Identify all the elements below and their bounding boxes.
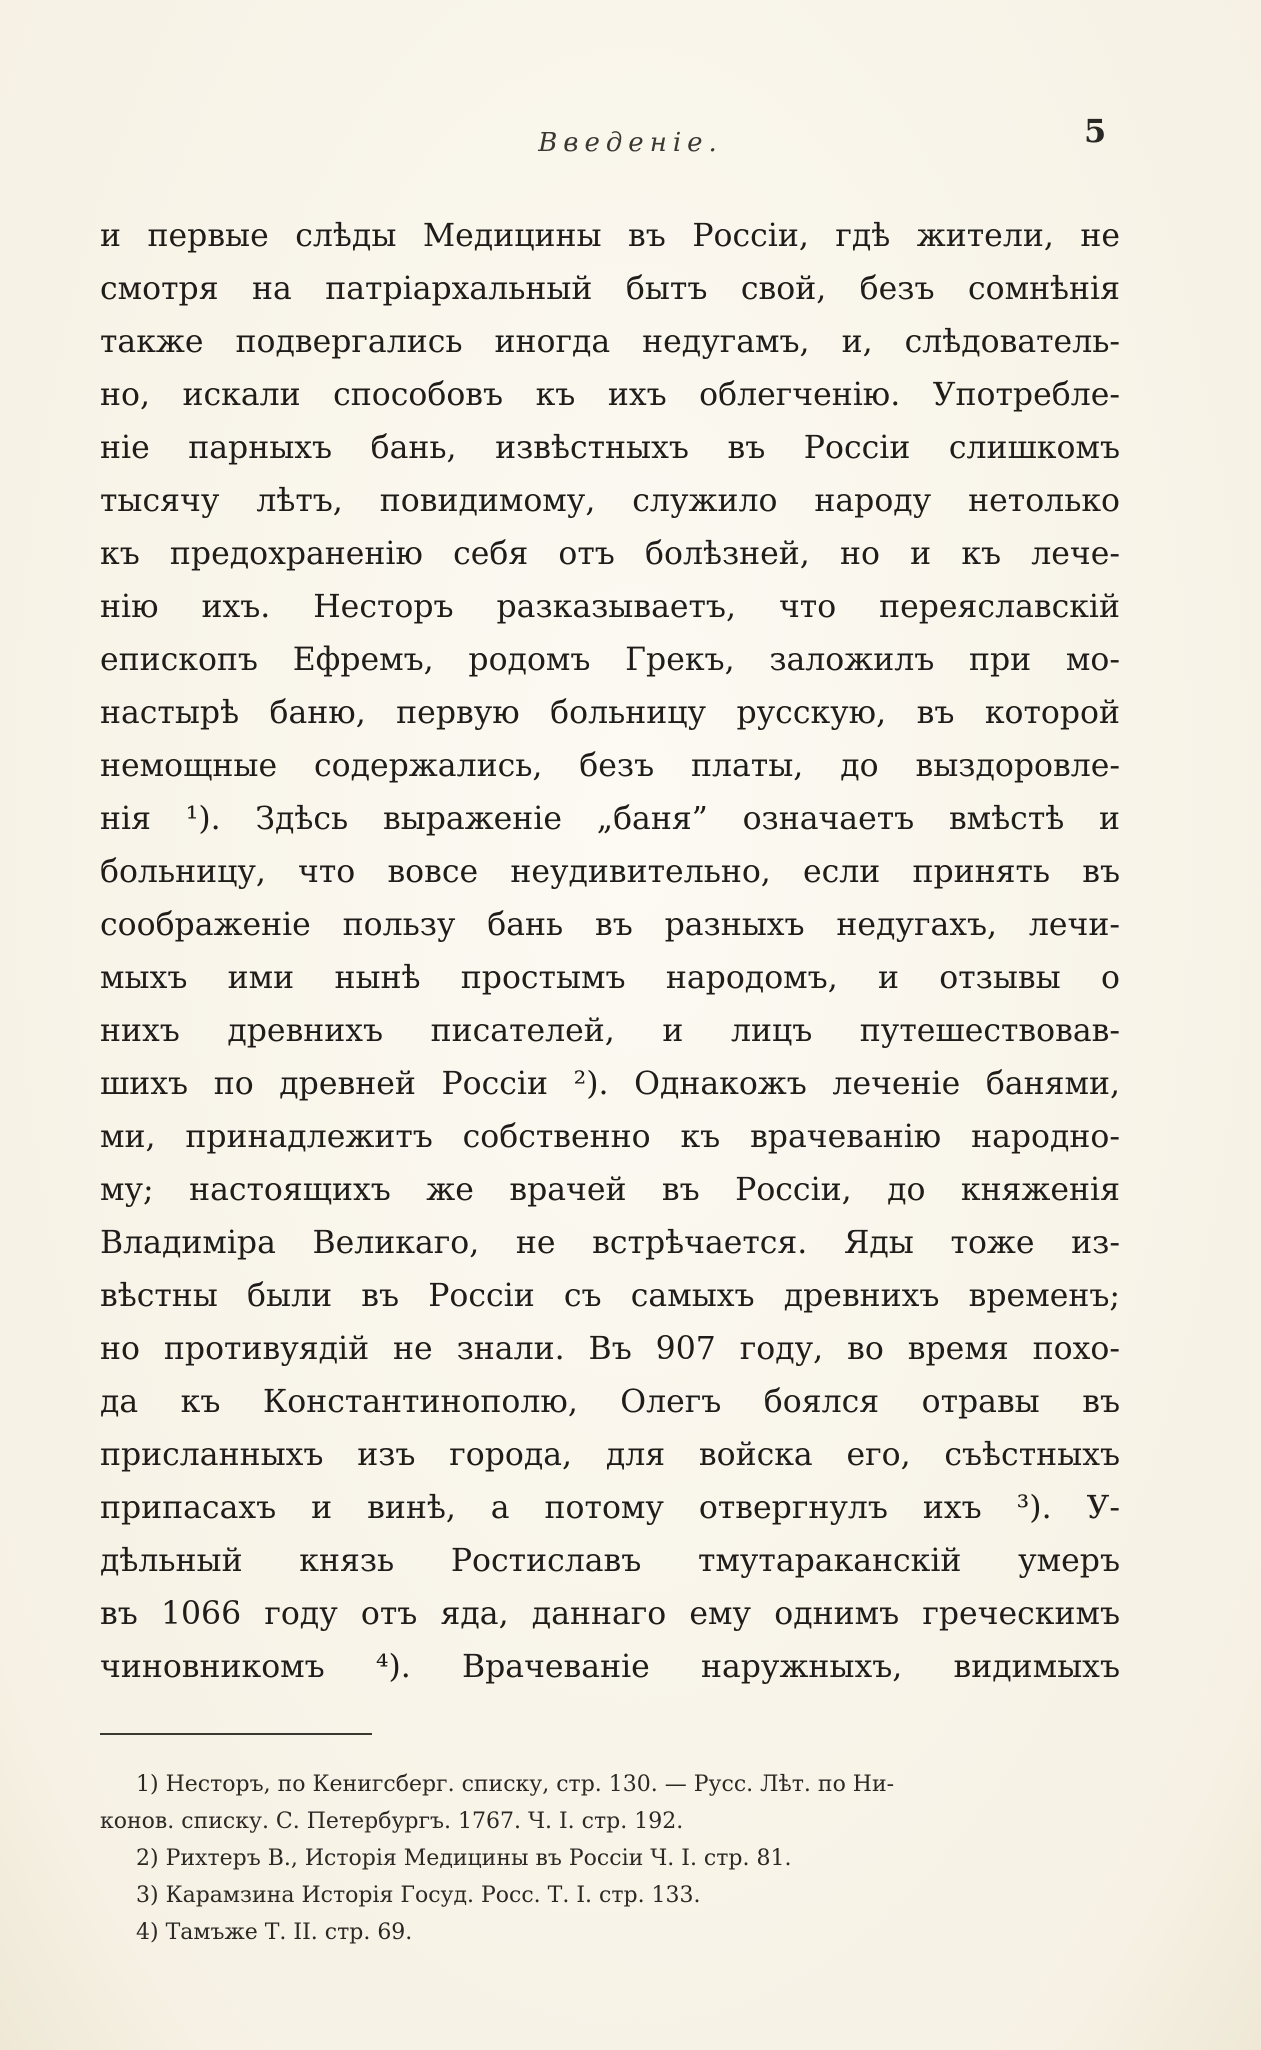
body-text	[100, 210, 1120, 1694]
body-line: мыхъ ими нынѣ простымъ народомъ, и отзывы о	[100, 960, 1120, 996]
footnote-line: 2) Рихтеръ В., Исторія Медицины въ Россіи Ч. I. стр. 81.	[136, 1846, 792, 1871]
footnote-line: конов. списку. С. Петербургъ. 1767. Ч. I. стр. 192.	[100, 1809, 684, 1834]
footnote-rule	[100, 1733, 372, 1735]
body-line: припасахъ и винѣ, а потому отвергнулъ ихъ ³). У-	[100, 1490, 1120, 1526]
footnote-line: 4) Тамъже Т. II. стр. 69.	[136, 1920, 413, 1945]
body-line: и первые слѣды Медицины въ Россіи, гдѣ жители, не	[100, 218, 1120, 254]
body-line: но противуядій не знали. Въ 907 году, во время похо-	[100, 1331, 1120, 1367]
body-line: смотря на патріархальный бытъ свой, безъ сомнѣнія	[100, 271, 1120, 307]
body-line: соображеніе пользу бань въ разныхъ недугахъ, лечи-	[100, 907, 1120, 943]
page-number: 5	[1084, 112, 1107, 150]
body-line: больницу, что вовсе неудивительно, если принять въ	[100, 854, 1120, 890]
body-line: въ 1066 году отъ яда, даннаго ему однимъ греческимъ	[100, 1596, 1120, 1632]
body-line: шихъ по древней Россіи ²). Однакожъ леченіе банями,	[100, 1066, 1120, 1102]
body-line: вѣстны были въ Россіи съ самыхъ древнихъ временъ;	[100, 1278, 1120, 1314]
body-line: немощные содержались, безъ платы, до выздоровле-	[100, 748, 1120, 784]
running-head: Введеніе.	[538, 128, 723, 158]
body-line: къ предохраненію себя отъ болѣзней, но и къ лече-	[100, 536, 1120, 572]
footnote-line: 1) Несторъ, по Кенигсберг. списку, стр. 130. — Русс. Лѣт. по Ни-	[136, 1772, 895, 1797]
body-line: тысячу лѣтъ, повидимому, служило народу нетолько	[100, 483, 1120, 519]
body-line: настырѣ баню, первую больницу русскую, въ которой	[100, 695, 1120, 731]
footnote-line: 3) Карамзина Исторія Госуд. Росс. Т. I. стр. 133.	[136, 1883, 701, 1908]
body-line: епископъ Ефремъ, родомъ Грекъ, заложилъ при мо-	[100, 642, 1120, 678]
body-line: присланныхъ изъ города, для войска его, съѣстныхъ	[100, 1437, 1120, 1473]
body-line: Владиміра Великаго, не встрѣчается. Яды тоже из-	[100, 1225, 1120, 1261]
body-line: также подвергались иногда недугамъ, и, слѣдователь-	[100, 324, 1120, 360]
body-line: ми, принадлежитъ собственно къ врачеванію народно-	[100, 1119, 1120, 1155]
body-line: дѣльный князь Ростиславъ тмутараканскій умеръ	[100, 1543, 1120, 1579]
body-line: му; настоящихъ же врачей въ Россіи, до княженія	[100, 1172, 1120, 1208]
body-line: да къ Константинополю, Олегъ боялся отравы въ	[100, 1384, 1120, 1420]
body-line: нихъ древнихъ писателей, и лицъ путешествовав-	[100, 1013, 1120, 1049]
body-line: ніе парныхъ бань, извѣстныхъ въ Россіи слишкомъ	[100, 430, 1120, 466]
body-line: нія ¹). Здѣсь выраженіе „баня” означаетъ вмѣстѣ и	[100, 801, 1120, 837]
footnotes	[100, 1766, 1120, 1951]
body-line: нію ихъ. Несторъ разказываетъ, что переяславскій	[100, 589, 1120, 625]
body-line: чиновникомъ ⁴). Врачеваніе наружныхъ, видимыхъ	[100, 1649, 1120, 1685]
body-line: но, искали способовъ къ ихъ облегченію. Употребле-	[100, 377, 1120, 413]
